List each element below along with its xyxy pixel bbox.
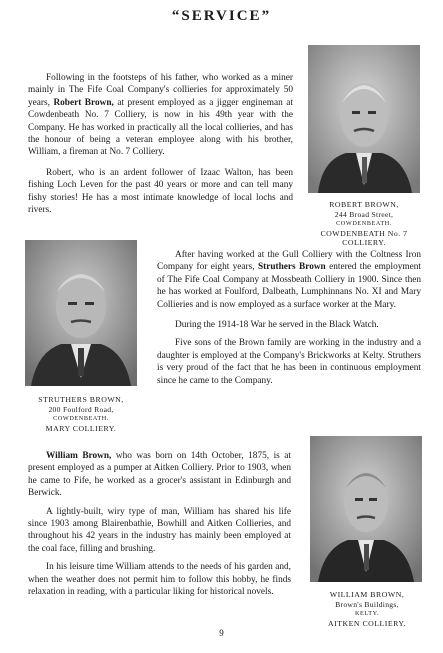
struthers-p1-text: After having worked at the Gull Colliery with the Coltness Iron Company for eight years, — [157, 250, 421, 273]
page-title: “SERVICE” — [171, 8, 272, 24]
struthers-brown-photo — [25, 240, 137, 386]
william-paragraph-1 — [28, 450, 291, 500]
struthers-brown-article — [157, 249, 421, 387]
caption-town: KELTY. — [354, 610, 380, 618]
portrait-image — [310, 436, 422, 582]
struthers-paragraph-1 — [157, 249, 421, 311]
william-name-bold: William Brown, — [46, 451, 112, 461]
william-p1-text: who was born on 14th October, 1875, is at present employed as a pumper at Aitken Colliery. Prior to 1903, when he came to Fife, he worked as a grocer's assistant in Edinburgh and Berwick. — [28, 451, 291, 499]
william-brown-caption — [304, 590, 430, 628]
struthers-paragraph-2: During the 1914-18 War he served in the Black Watch. — [175, 320, 379, 331]
portrait-image — [25, 240, 137, 386]
caption-name: STRUTHERS BROWN, — [38, 395, 124, 404]
robert-name-bold: Robert Brown, — [53, 97, 114, 108]
caption-town: COWDENBEATH. — [336, 220, 392, 228]
robert-brown-article — [28, 72, 293, 216]
william-paragraph-2: A lightly-built, wiry type of man, William has shared his life since 1903 among Blairenbathie, Bowhill and Aitken Collieries, and throughout his 42 years in the industry has mainly been employed at the coal face, filling and brushing. — [28, 506, 291, 554]
struthers-p1-text-rest: entered the employment of The Fife Coal Company at Mossbeath Colliery in 1900. Since then he has worked at Foulford, Dalbeath, Lumphinnans No. XI and Mary Collieries and is now employed as a surface worker at the Mary. — [157, 262, 422, 310]
struthers-paragraph-3: Five sons of the Brown family are working in the industry and a daughter is employed at the Company's Brickworks at Kelty. Struthers is very proud of the fact that he has been in continuous employment since he came to the Company. — [157, 338, 421, 386]
william-brown-article — [28, 450, 291, 598]
caption-town: COWDENBEATH. — [53, 415, 109, 423]
robert-p1-text: Following in the footsteps of his father, who worked as a miner mainly in The Fife Coal Company's collieries for approximately 50 years, — [28, 73, 293, 108]
caption-colliery: MARY COLLIERY. — [45, 423, 117, 433]
robert-brown-caption — [300, 200, 428, 248]
robert-p1-text-rest: at present employed as a jigger engineman at Cowdenbeath No. 7 Colliery, is now in his 49th year with the Company. He has worked in practically all the local collieries, and has the honour of being a veteran employee along with his brother, William, a fireman at No. 7 Colliery. — [28, 97, 293, 158]
caption-colliery: COWDENBEATH No. 7 COLLIERY. — [320, 228, 408, 248]
caption-colliery: AITKEN COLLIERY. — [327, 618, 407, 628]
robert-brown-photo — [308, 45, 420, 193]
struthers-brown-caption — [18, 395, 144, 433]
portrait-image — [308, 45, 420, 193]
caption-name: WILLIAM BROWN, — [329, 590, 405, 599]
robert-paragraph-2: Robert, who is an ardent follower of Izaac Walton, has been fishing Loch Leven for the past 40 years or more and can tell many fishy stories! He has a most intimate knowledge of local lochs and rivers. — [28, 167, 293, 216]
caption-address: 244 Broad Street, — [334, 209, 394, 219]
caption-name: ROBERT BROWN, — [329, 200, 399, 209]
struthers-name-bold: Struthers Brown — [257, 262, 326, 273]
robert-paragraph-1 — [28, 72, 293, 159]
william-paragraph-3: In his leisure time William attends to the needs of his garden and, when the weather does not permit him to follow this hobby, he finds relaxation in reading, with a particular liking for historical novels. — [28, 562, 291, 598]
page-number: 9 — [219, 628, 224, 638]
william-brown-photo — [310, 436, 422, 582]
caption-address: Brown's Buildings, — [335, 599, 399, 609]
caption-address: 200 Foulford Road, — [48, 404, 114, 414]
